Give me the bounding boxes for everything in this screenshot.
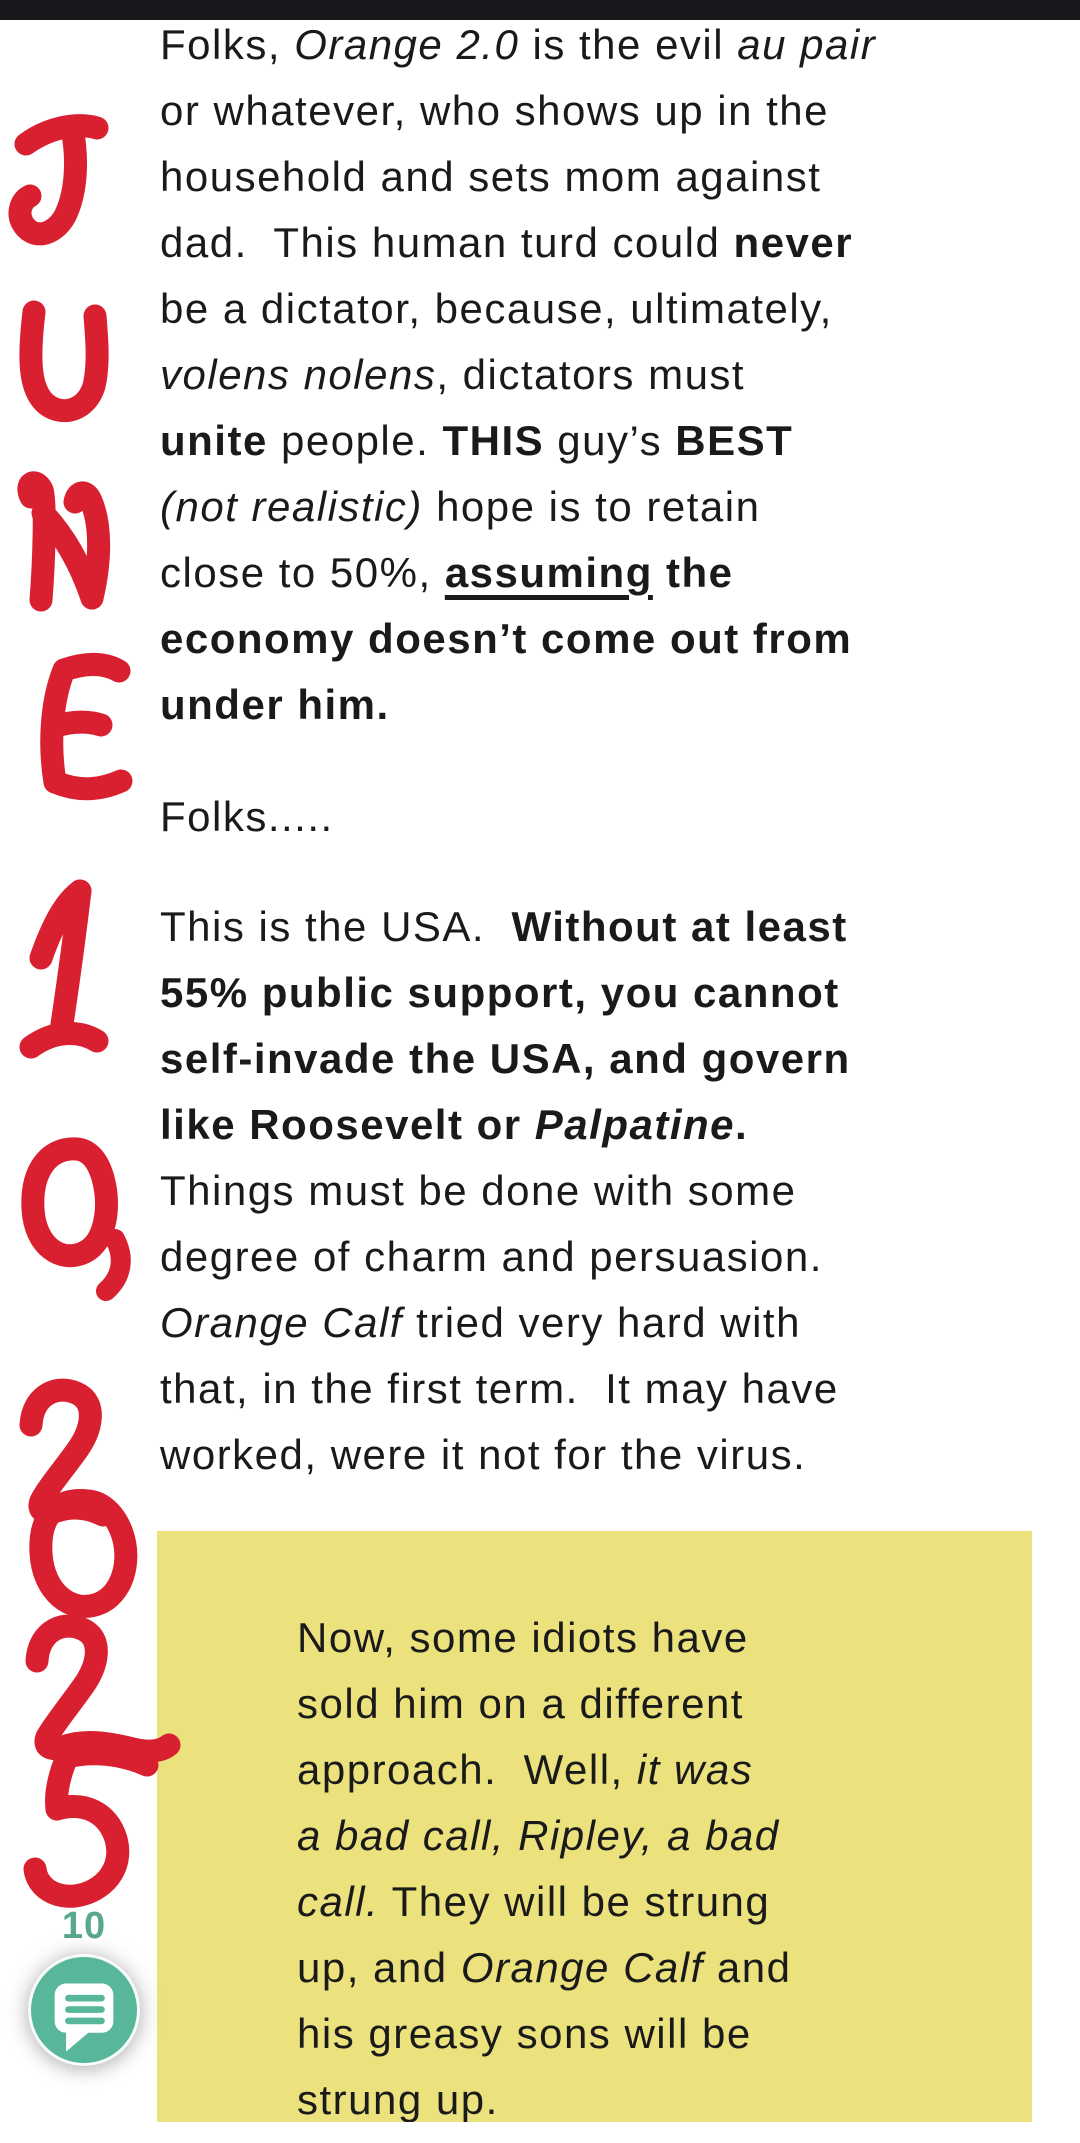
text-segment: sold him on a different [297,1680,744,1727]
text-line [297,1935,1012,2001]
text-segment: worked, were it not for the virus. [160,1431,807,1478]
text-line [297,1671,1012,1737]
text-segment: Folks..... [160,793,334,840]
text-segment: Palpatine [534,1101,736,1148]
text-segment: degree of charm and persuasion. [160,1233,823,1280]
text-segment: strung up. [297,2076,499,2122]
text-line [297,1605,1012,1671]
text-segment: economy doesn’t come out from [160,615,853,662]
text-segment: . [735,1101,749,1148]
quote-block [157,1531,1032,2122]
text-line [160,1092,851,1158]
text-segment: Orange Calf [460,1944,704,1991]
text-segment: approach. Well, [297,1746,637,1793]
text-segment: au pair [737,21,877,68]
text-segment: Things must be done with some [160,1167,797,1214]
text-segment: call. [297,1878,380,1925]
text-line [297,2001,1012,2067]
text-line [160,210,876,276]
text-segment: that, in the first term. It may have [160,1365,839,1412]
text-segment: BEST [675,417,794,464]
text-segment: Now, some idiots have [297,1614,749,1661]
chat-button[interactable] [28,1954,140,2066]
chat-unread-count: 10 [61,1905,107,1947]
text-segment: Folks, [160,21,295,68]
text-line [160,342,876,408]
text-segment: the [652,549,734,596]
text-line [160,1026,851,1092]
text-line [160,672,876,738]
text-line [160,78,876,144]
text-segment: close to 50%, [160,549,445,596]
text-line [160,12,876,78]
text-segment: self-invade the USA, and govern [160,1035,851,1082]
text-line [160,784,334,850]
text-line [160,408,876,474]
text-segment: and [703,1944,792,1991]
text-line [160,540,876,606]
text-line [160,276,876,342]
text-segment: hope is to retain [422,483,761,530]
text-segment: They will be strung [379,1878,771,1925]
text-line [297,1803,1012,1869]
paragraph-1 [160,12,876,738]
text-line [160,1158,851,1224]
text-segment: dad. This human turd could [160,219,734,266]
text-segment: never [733,219,854,266]
text-line [160,1290,851,1356]
text-line [160,894,851,960]
paragraph-3 [160,894,851,1488]
text-segment: tried very hard with [402,1299,801,1346]
text-segment: be a dictator, because, ultimately, [160,285,833,332]
text-segment: it was [636,1746,754,1793]
text-segment: 55% public support, you cannot [160,969,840,1016]
text-segment: a bad call, Ripley, a bad [297,1812,780,1859]
text-line [160,606,876,672]
text-segment: people. [267,417,443,464]
text-segment: Without at least [511,903,848,950]
text-segment: his greasy sons will be [297,2010,752,2057]
text-segment: (not realistic) [160,483,423,530]
text-line [160,1422,851,1488]
text-line [297,2067,1012,2122]
text-segment: volens nolens [160,351,437,398]
text-segment: guy’s [544,417,676,464]
text-line [297,1869,1012,1935]
text-line [160,474,876,540]
text-line [160,1224,851,1290]
text-segment: under him. [160,681,390,728]
text-line [160,1356,851,1422]
text-segment: assuming [444,549,653,596]
text-segment: , dictators must [436,351,746,398]
text-segment: household and sets mom against [160,153,822,200]
text-segment: unite [160,417,268,464]
chat-bubble-icon [31,1957,137,2063]
text-segment: THIS [442,417,545,464]
text-segment: like Roosevelt or [160,1101,535,1148]
text-segment: or whatever, who shows up in the [160,87,830,134]
text-line [160,144,876,210]
text-segment: Orange 2.0 [294,21,520,68]
text-segment: up, and [297,1944,461,1991]
text-segment: This is the USA. [160,903,512,950]
text-line [297,1737,1012,1803]
text-segment: is the evil [519,21,738,68]
paragraph-2 [160,784,334,850]
text-line [160,960,851,1026]
text-segment: Orange Calf [160,1299,403,1346]
